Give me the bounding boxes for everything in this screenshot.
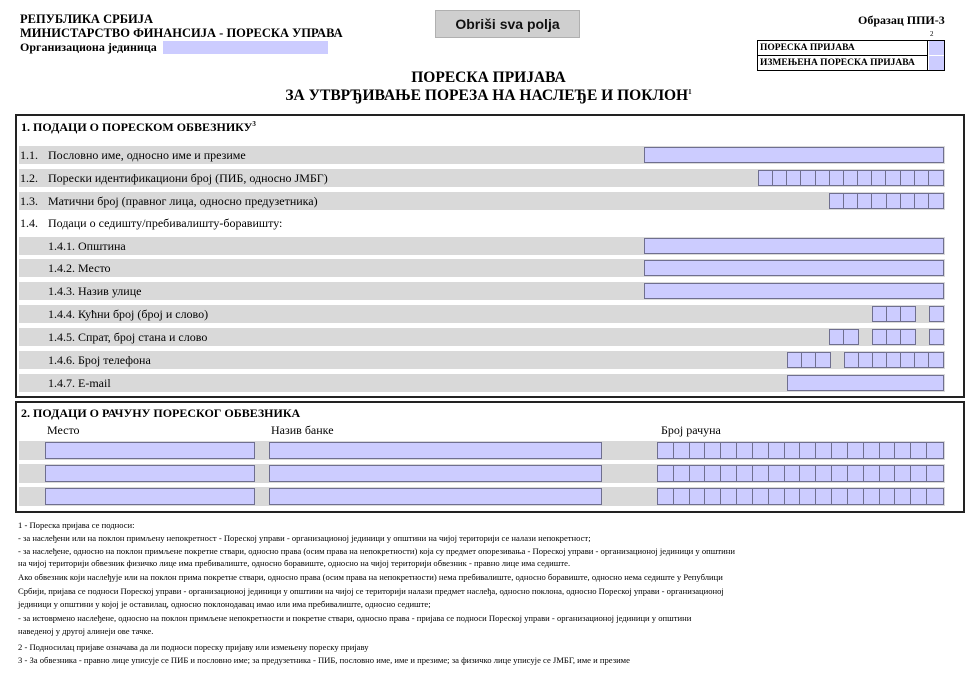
status-option-tax-return: ПОРЕСКА ПРИЈАВА [758, 41, 928, 56]
account-bank-input[interactable] [269, 442, 602, 459]
org-unit-field[interactable] [163, 41, 328, 54]
status-box [757, 40, 945, 71]
account-number-input[interactable] [657, 442, 944, 459]
row-number: 1.4. [20, 216, 38, 230]
footnote-line: 1 - Пореска пријава се подноси: [18, 520, 135, 530]
section1-title [21, 120, 256, 135]
column-header-account-number: Број рачуна [661, 423, 721, 437]
section1-title-text: 1. ПОДАЦИ О ПОРЕСКОМ ОБВЕЗНИКУ [21, 120, 253, 134]
label-registration-number: Матични број (правног лица, односно предузетника) [48, 194, 318, 208]
apartment-letter-input[interactable] [929, 329, 944, 345]
footnote-line: - за истоврмено наслеђене, односно на поклон примљене непокретности и покретне ствари, односно права - пријава се подноси Пореској управи - организационој јединици у општини [18, 613, 692, 623]
section1-footnote-mark: 3 [252, 120, 256, 128]
place-input[interactable] [644, 260, 944, 276]
footnote-line: Ако обвезник који наслеђује или на поклон прима покретне ствари, односно права (осим права на непокретности) нема пребивалиште, односно боравиште, односно нема седиште у Републици [18, 572, 723, 582]
account-number-input[interactable] [657, 488, 944, 505]
row-number: 1.2. [20, 171, 38, 185]
status-checkbox-tax-return[interactable] [929, 41, 944, 55]
row-number: 1.3. [20, 194, 38, 208]
footnote-line: 2 - Подносилац пријаве означава да ли подноси пореску пријаву или измењену пореску пријаву [18, 642, 369, 652]
status-checkbox-amended-return[interactable] [929, 56, 944, 70]
label-tax-id: Порески идентификациони број (ПИБ, односно ЈМБГ) [48, 171, 328, 185]
header-ministry: МИНИСТАРСТВО ФИНАНСИЈА - ПОРЕСКА УПРАВА [20, 26, 343, 40]
label-house-number: 1.4.4. Кућни број (број и слово) [48, 307, 209, 321]
municipality-input[interactable] [644, 238, 944, 254]
footnote-line: јединици у општини у којој је оставилац, односно поклонодавац имао или има пребивалиште, односно седиште; [18, 599, 431, 609]
form-title-footnote-mark: 1 [688, 87, 692, 96]
column-header-bank-name: Назив банке [271, 423, 334, 437]
street-input[interactable] [644, 283, 944, 299]
label-street: 1.4.3. Назив улице [48, 284, 142, 298]
section2-title: 2. ПОДАЦИ О РАЧУНУ ПОРЕСКОГ ОБВЕЗНИКА [21, 406, 301, 420]
section-taxpayer-data [15, 114, 965, 398]
footnote-line: наведеној у другој алинеји ове тачке. [18, 626, 154, 636]
label-phone: 1.4.6. Број телефона [48, 353, 151, 367]
column-header-place: Место [47, 423, 80, 437]
label-place: 1.4.2. Место [48, 261, 111, 275]
status-footnote-mark: 2 [930, 30, 934, 38]
account-place-input[interactable] [45, 488, 255, 505]
footnote-line: - за наслеђене, односно на поклон примљене покретне ствари, односно права (осим права на непокретности) која су предмет опорезивања - Пореској управи - организационој јединици у општини [18, 546, 735, 556]
tax-id-input[interactable] [758, 170, 944, 186]
form-code: Образац ППИ-3 [858, 13, 945, 27]
form-title-line2-text: ЗА УТВРЂИВАЊЕ ПОРЕЗА НА НАСЛЕЂЕ И ПОКЛОН [285, 87, 689, 104]
label-email: 1.4.7. E-mail [48, 376, 111, 390]
account-number-input[interactable] [657, 465, 944, 482]
email-input[interactable] [787, 375, 944, 391]
footnote-line: - за наслеђени или на поклон примљену непокретност - Пореској управи - организационој јединици у општини на чијој територији се налази непокретност; [18, 533, 591, 543]
clear-all-fields-button[interactable]: Obriši sva polja [435, 10, 580, 38]
label-business-name: Пословно име, односно име и презиме [48, 148, 246, 162]
form-title-line2 [0, 87, 977, 104]
house-letter-input[interactable] [929, 306, 944, 322]
footnote-line: Србији, пријава се подноси Пореској управи - организационој јединици у општини на чијој се територији налази предмет наслеђа, односно поклона, односно Пореској управи - организационој [18, 586, 724, 596]
business-name-input[interactable] [644, 147, 944, 163]
account-place-input[interactable] [45, 442, 255, 459]
org-unit-label: Организациона јединица [20, 40, 157, 54]
apartment-number-input[interactable] [872, 329, 916, 345]
house-number-input[interactable] [872, 306, 916, 322]
form-title-line1: ПОРЕСКА ПРИЈАВА [411, 69, 566, 86]
account-bank-input[interactable] [269, 465, 602, 482]
status-option-amended-return: ИЗМЕЊЕНА ПОРЕСКА ПРИЈАВА [758, 56, 928, 71]
label-municipality: 1.4.1. Општина [48, 239, 126, 253]
section-bank-account [15, 401, 965, 513]
phone-number-input[interactable] [844, 352, 944, 368]
phone-prefix-input[interactable] [787, 352, 831, 368]
row-number: 1.1. [20, 148, 38, 162]
footnote-line: 3 - За обвезника - правно лице уписује се ПИБ и пословно име; за предузетника - ПИБ, пословно име, име и презиме; за физичко лице уписује се ЈМБГ, име и презиме [18, 655, 630, 665]
footnote-line: на чијој територији обвезник физичко лице има пребивалиште, односно боравиште, односно на чијој територији обвезник - правно лице има седиште. [18, 558, 571, 568]
label-address-heading: Подаци о седишту/пребивалишту-боравишту: [48, 216, 283, 230]
account-place-input[interactable] [45, 465, 255, 482]
label-floor-apartment: 1.4.5. Спрат, број стана и слово [48, 330, 208, 344]
registration-number-input[interactable] [829, 193, 944, 209]
header-republic: РЕПУБЛИКА СРБИЈА [20, 12, 154, 26]
floor-input[interactable] [829, 329, 859, 345]
account-bank-input[interactable] [269, 488, 602, 505]
